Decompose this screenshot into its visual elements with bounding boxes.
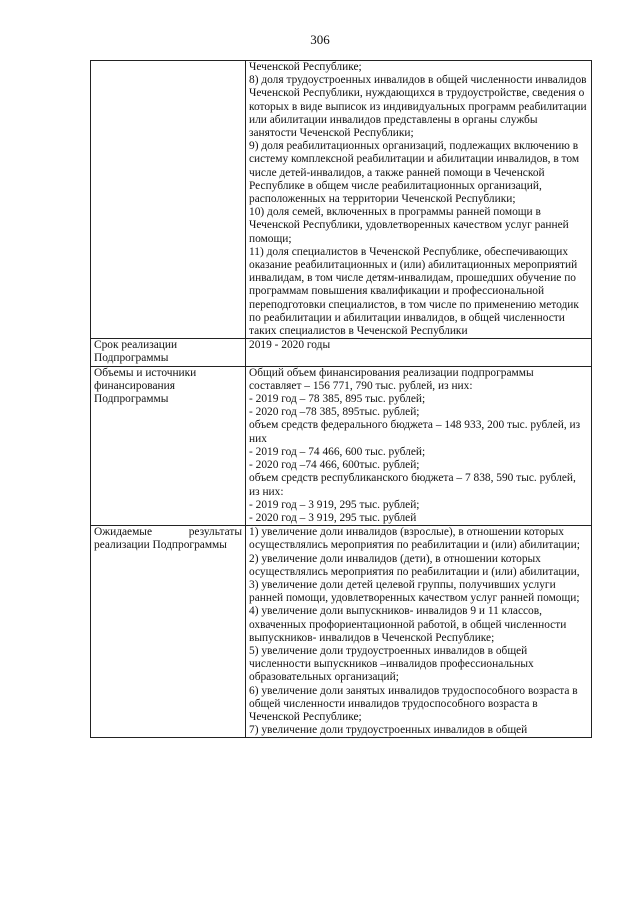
content-paragraph: 2019 - 2020 годы	[249, 339, 331, 352]
content-paragraph: - 2019 год – 3 919, 295 тыс. рублей;	[249, 498, 420, 511]
table-row	[91, 526, 592, 738]
row-label	[91, 61, 246, 339]
page-number: 306	[310, 32, 330, 47]
row-content	[246, 339, 592, 366]
row-content	[246, 366, 592, 525]
subprogram-passport-table	[90, 60, 592, 738]
content-paragraph: 7) увеличение доли трудоустроенных инвалидов в общей	[249, 724, 528, 737]
row-content	[246, 526, 592, 738]
content-paragraph: - 2019 год – 78 385, 895 тыс. рублей;	[249, 393, 426, 406]
content-paragraph: - 2020 год – 3 919, 295 тыс. рублей	[249, 511, 417, 524]
content-paragraph: 11) доля специалистов в Чеченской Республике, обеспечивающих оказание реабилитационных и (или) абилитационных мероприятий инвалидам, в том числе детям-инвалидам, прошедших обучение по программам повышения квалификации и профессиональной переподготовки специалистов, в том числе по применению методик по реабилитации и абилитации инвалидов, в общей численности таких специалистов в Чеченской Республики	[249, 245, 579, 338]
content-paragraph: Чеченской Республике;	[249, 61, 362, 73]
content-paragraph: 3) увеличение доли детей целевой группы, получивших услуги ранней помощи, удовлетворенных качеством услуг ранней помощи;	[249, 578, 580, 605]
content-paragraph: объем средств республиканского бюджета – 7 838, 590 тыс. рублей, из них:	[249, 472, 576, 498]
row-label: Ожидаемые результаты реализации Подпрограммы	[91, 526, 246, 738]
row-content	[246, 61, 592, 339]
content-paragraph: объем средств федерального бюджета – 148 933, 200 тыс. рублей, из них	[249, 419, 581, 445]
content-paragraph: 5) увеличение доли трудоустроенных инвалидов в общей численности выпускников –инвалидов профессиональных образовательных организаций;	[249, 644, 534, 684]
content-paragraph: 6) увеличение доли занятых инвалидов трудоспособного возраста в общей численности инвалидов трудоспособного возраста в Чеченской Республике;	[249, 684, 578, 723]
content-paragraph: 4) увеличение доли выпускников- инвалидов 9 и 11 классов, охваченных профориентационной работой, в общей численности выпускников- инвалидов в Чеченской Республике;	[249, 605, 567, 644]
content-paragraph: 10) доля семей, включенных в программы ранней помощи в Чеченской Республики, удовлетворенных качеством услуг ранней помощи;	[249, 206, 569, 245]
content-paragraph: - 2019 год – 74 466, 600 тыс. рублей;	[249, 445, 426, 458]
content-paragraph: Общий объем финансирования реализации подпрограммы составляет – 156 771, 790 тыс. рублей, из них:	[249, 366, 534, 392]
content-paragraph: - 2020 год –78 385, 895тыс. рублей;	[249, 406, 420, 419]
table-row	[91, 61, 592, 339]
content-paragraph: - 2020 год –74 466, 600тыс. рублей;	[249, 459, 420, 472]
content-paragraph: 8) доля трудоустроенных инвалидов в общей численности инвалидов Чеченской Республики, нуждающихся в трудоустройстве, сведения о которых в виде выписок из индивидуальных программ реабилитации или абилитации инвалидов представлены в органы службы занятости Чеченской Республики;	[249, 74, 587, 140]
table-row	[91, 366, 592, 525]
content-paragraph: 2) увеличение доли инвалидов (дети), в отношении которых осуществлялись мероприятия по реабилитации и (или) абилитации,	[249, 552, 580, 578]
row-label: Объемы и источники финансирования Подпрограммы	[91, 366, 246, 525]
content-paragraph: 9) доля реабилитационных организаций, подлежащих включению в систему комплексной реабилитации и абилитации инвалидов, в том числе детей-инвалидов, а также ранней помощи в Чеченской Республике в общем числе реабилитационных организаций, расположенных на территории Чеченской Республики;	[249, 140, 580, 206]
content-paragraph: 1) увеличение доли инвалидов (взрослые), в отношении которых осуществлялись мероприятия по реабилитации и (или) абилитации;	[249, 526, 580, 552]
row-label: Срок реализации Подпрограммы	[91, 339, 246, 366]
table-row	[91, 339, 592, 366]
